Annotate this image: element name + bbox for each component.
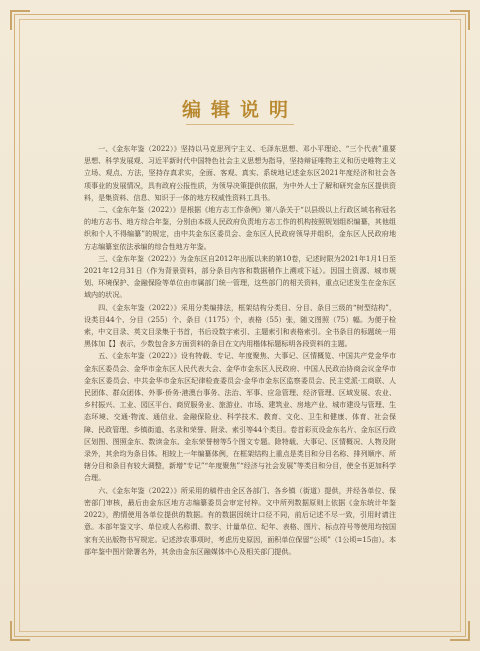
paragraph-2: 二、《金东年鉴（2022）》是根据《地方志工作条例》第八条关于“以县级以上行政区域名称冠名的地方志书、地方综合年鉴，分别由本级人民政府负责地方志工作的机构按照规划组织编纂，其他组织和个人不得编纂”的规定，由中共金东区委员会、金东区人民政府领导并组织，金东区人民政府地方志编纂室依法承编的综合性地方年鉴。 [84,205,396,251]
paragraph-4: 四、《金东年鉴（2022）》采用分类编排法，框架结构分类目、分目、条目三级的“树型结构”，设类目44个、分目（255）个、条目（1175）个，表格（55）张，随文图照（75）幅。为便于检索，中文目录、英文目录集于书首，书后设数字索引、主题索引和表格索引。全书条目的标题统一用黑体加【】表示，少数包含多方面资料的条目在文内用楷体标题标明各段资料的主题。 [84,302,396,349]
editorial-notes-body [84,143,396,558]
corner-ornament-top-left [10,10,30,30]
corner-ornament-bottom-right [450,621,470,641]
paragraph-5: 五、《金东年鉴（2022）》设有特载、专记、年度聚焦、大事记、区情概览、中国共产党金华市金东区委员会、金华市金东区人民代表大会、金华市金东区人民政府、中国人民政治协商会议金华市金东区委员会、中共金华市金东区纪律检查委员会·金华市金东区监察委员会、民主党派·工商联、人民团体、群众团体、外事·侨务·港澳台事务、法治、军事、应急管理、经济管理、区域发展、农业、乡村振兴、工业、园区平台、商贸服务业、旅游业、市场、建筑业、房地产业、城市建设与管理、生态环境、交通·物流、通信业、金融保险业、科学技术、教育、文化、卫生和健康、体育、社会保障、民政管理、乡镇街道、名录和荣誉、附录、索引等44个类目。卷首彩页设金东名片、金东区行政区划图、图照金东、数读金东、金东荣誉榜等5个图文专题。除特载、大事记、区情概况、人物及附录外，其余均为条目体。相较上一年编纂体例，在框架结构上重点是类目和分目名称、排列顺序、所辖分目和条目有较大调整，新增“专记”“年度聚焦”“经济与社会发展”等类目和分目，使全书更加科学合理。 [84,351,396,483]
paragraph-1: 一、《金东年鉴（2022）》坚持以马克思列宁主义、毛泽东思想、邓小平理论、“三个代表”重要思想、科学发展观、习近平新时代中国特色社会主义思想为指导，坚持辩证唯物主义和历史唯物主义立场、观点、方法，坚持存真求实，全面、客观、真实、系统地记述金东区2021年度经济和社会各项事业的发展情况，具有政府公报性质，为领导决策提供依据，为中外人士了解和研究金东区提供资料，是集资料、信息、知识于一体的地方权威性资料工具书。 [84,144,396,202]
corner-ornament-bottom-left [10,621,30,641]
paragraph-3: 三、《金东年鉴（2022）》为金东区自2012年出版以来的第10卷，记述时限为2021年1月1日至2021年12月31日（作为背景资料，部分条目内容和数据稍作上溯或下延）。因国土资源、城市规划、环境保护、金融保险等单位由市属部门统一管理，这些部门的相关资料，重点记述发生在金东区域内的状况。 [84,253,396,300]
title-divider [186,124,294,125]
paragraph-6: 六、《金东年鉴（2022）》所采用的稿件由全区各部门、各乡镇（街道）提供，并经各单位、保密部门审核，最后由金东区地方志编纂委员会审定付梓。文中所列数据原则上依据《金东统计年鉴2022》，酌情使用各单位提供的数据。有的数据因统计口径不同，前后记述不尽一致，引用时请注意。本部年鉴文字、单位或人名称谓、数字、计量单位、纪年、表格、图片、标点符号等使用均按国家有关出版物书写规定。记述涉农事项时，考虑历史原因，面积单位保留“公顷”（1公顷=15亩）。本部年鉴中图片除署名外，其余由金东区融媒体中心及相关部门提供。 [84,485,396,556]
corner-ornament-top-right [450,10,470,30]
page-title: 编辑说明 [181,99,298,121]
